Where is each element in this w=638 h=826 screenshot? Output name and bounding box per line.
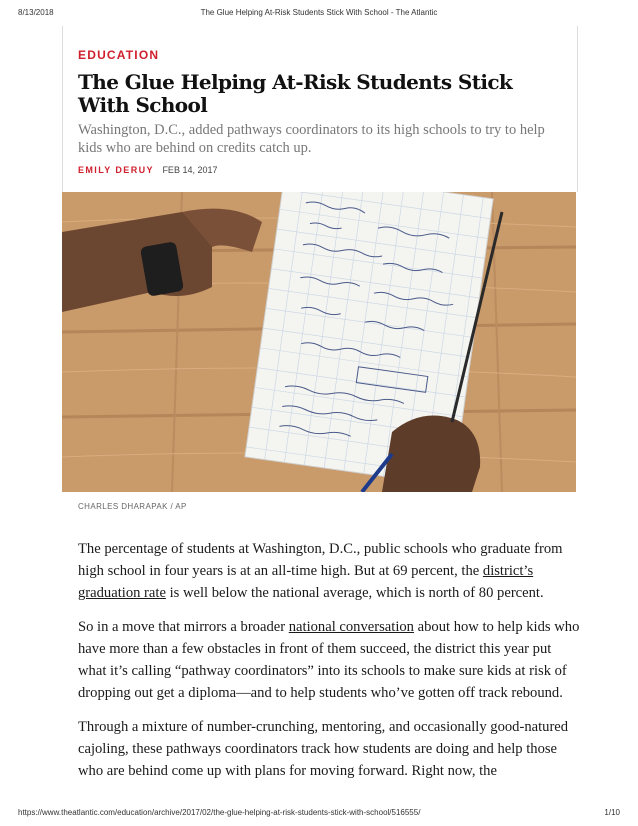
print-date: 8/13/2018: [18, 8, 54, 17]
district-graduation-rate-link[interactable]: district’s graduation rate: [78, 563, 534, 601]
paragraph-1: [78, 538, 583, 604]
national-conversation-link[interactable]: national conversation: [288, 619, 414, 635]
paragraph-2-text-b: about how to help kids who have more than a few obstacles in front of them succeed, the district this year put what it’s calling “pathway coordinators” into its schools to make sure kids at risk of dropping out get a diploma—and to help students who’ve gotten off track rebound.: [78, 619, 580, 701]
article-body: [78, 538, 583, 794]
paragraph-3: Through a mixture of number-crunching, mentoring, and occasionally good-natured cajoling, these pathways coordinators track how students are doing and help those who are behind come up with plans for moving forward. Right now, the: [78, 719, 569, 779]
print-url: https://www.theatlantic.com/education/archive/2017/02/the-glue-helping-at-risk-students-stick-with-school/516555/: [18, 808, 421, 817]
paragraph-1-text-a: The percentage of students at Washington, D.C., public schools who graduate from high school in four years is at an all-time high. But at 69 percent, the: [78, 541, 563, 579]
author-name[interactable]: EMILY DERUY: [78, 165, 154, 175]
paragraph-1-text-b: is well below the national average, which is north of 80 percent.: [165, 585, 544, 601]
page-number: 1/10: [604, 808, 620, 817]
print-footer: [0, 808, 638, 820]
article-dek: Washington, D.C., added pathways coordinators to its high schools to try to help kids who are behind on credits catch up.: [78, 122, 545, 156]
article-photo: [62, 192, 576, 492]
paragraph-2: [78, 616, 583, 704]
paragraph-2-text-a: So in a move that mirrors a broader: [78, 619, 289, 635]
photo-credit: CHARLES DHARAPAK / AP: [78, 502, 187, 511]
notebook-photo-illustration: [62, 192, 576, 492]
article-headline: The Glue Helping At-Risk Students Stick With School: [78, 70, 513, 117]
print-title: The Glue Helping At-Risk Students Stick With School - The Atlantic: [200, 8, 438, 17]
byline: [78, 165, 217, 175]
print-header: [0, 8, 638, 20]
topic-label[interactable]: EDUCATION: [78, 48, 160, 62]
publish-date: FEB 14, 2017: [162, 165, 218, 175]
